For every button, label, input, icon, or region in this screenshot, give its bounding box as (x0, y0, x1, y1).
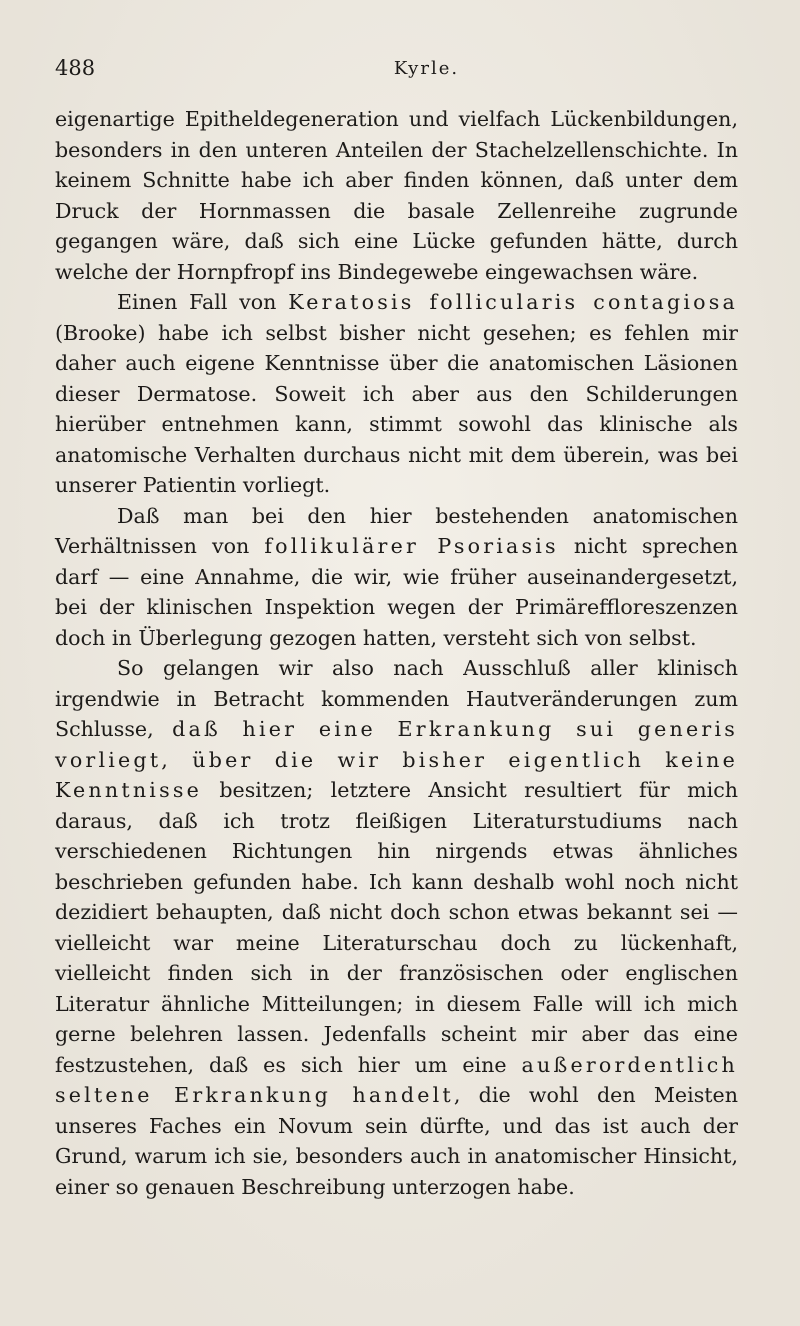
paragraph-text: Daß man bei den hier bestehenden anatomischen Verhältnissen von (55, 503, 738, 558)
paragraph-text: So gelangen wir also nach Ausschluß aller klinisch irgendwie in Betracht kommenden Hautveränderungen zum Schlusse, (55, 656, 738, 741)
paragraph-text: (Brooke) habe ich selbst bisher nicht gesehen; es fehlen mir daher auch eigene Kenntnisse über die anatomischen Läsionen dieser Dermatose. Soweit ich aber aus den Schilderungen hierüber entnehmen kann, stimmt sowohl das klinische als anatomische Verhalten durchaus nicht mit dem überein, was bei unserer Patientin vorliegt. (55, 320, 738, 497)
running-head: Kyrle. (393, 58, 460, 79)
paragraph-text: eigenartige Epitheldegeneration und vielfach Lückenbildungen, besonders in den unteren Anteilen der Stachelzellenschichte. In keinem Schnitte habe ich aber finden können, daß unter dem Druck der Hornmassen die basale Zellenreihe zugrunde gegangen wäre, daß sich eine Lücke gefunden hätte, durch welche der Hornpfropf ins Bindegewebe eingewachsen wäre. (55, 107, 738, 284)
emphasized-term: daß hier eine Erkrankung sui generis vorliegt, über die wir bisher eigentlich keine Kenntnisse (55, 717, 739, 802)
page-header (55, 56, 738, 86)
paragraph-4 (55, 653, 738, 1202)
paragraph-text: , die wohl den Meisten unseres Faches ein Novum sein dürfte, und das ist auch der Grund, warum ich sie, besonders auch in anatomischer Hinsicht, einer so genauen Beschreibung unterzogen habe. (55, 1083, 738, 1199)
emphasized-term: follikulärer Psoriasis (264, 534, 559, 558)
paragraph-text: Einen Fall von (117, 290, 289, 314)
emphasized-term: Keratosis follicularis contagiosa (288, 290, 739, 314)
body-text (55, 104, 738, 1202)
paragraph-text: nicht sprechen darf — eine Annahme, die wir, wie früher auseinandergesetzt, bei der klinischen Inspektion wegen der Primäreffloreszenzen doch in Überlegung gezogen hatten, versteht sich von selbst. (55, 534, 738, 650)
paragraph-1 (55, 104, 738, 287)
emphasized-term: außerordentlich seltene Erkrankung handelt (55, 1052, 738, 1107)
page-number: 488 (55, 56, 96, 80)
paragraph-text: besitzen; letztere Ansicht resultiert für mich daraus, daß ich trotz fleißigen Literaturstudiums nach verschiedenen Richtungen hin nirgends etwas ähnliches beschrieben gefunden habe. Ich kann deshalb wohl noch nicht dezidiert behaupten, daß nicht doch schon etwas bekannt sei — vielleicht war meine Literaturschau doch zu lückenhaft, vielleicht finden sich in der französischen oder englischen Literatur ähnliche Mitteilungen; in diesem Falle will ich mich gerne belehren lassen. Jedenfalls scheint mir aber das eine festzustehen, daß es sich hier um eine (55, 778, 738, 1077)
paragraph-3 (55, 501, 738, 654)
paragraph-2 (55, 287, 738, 501)
